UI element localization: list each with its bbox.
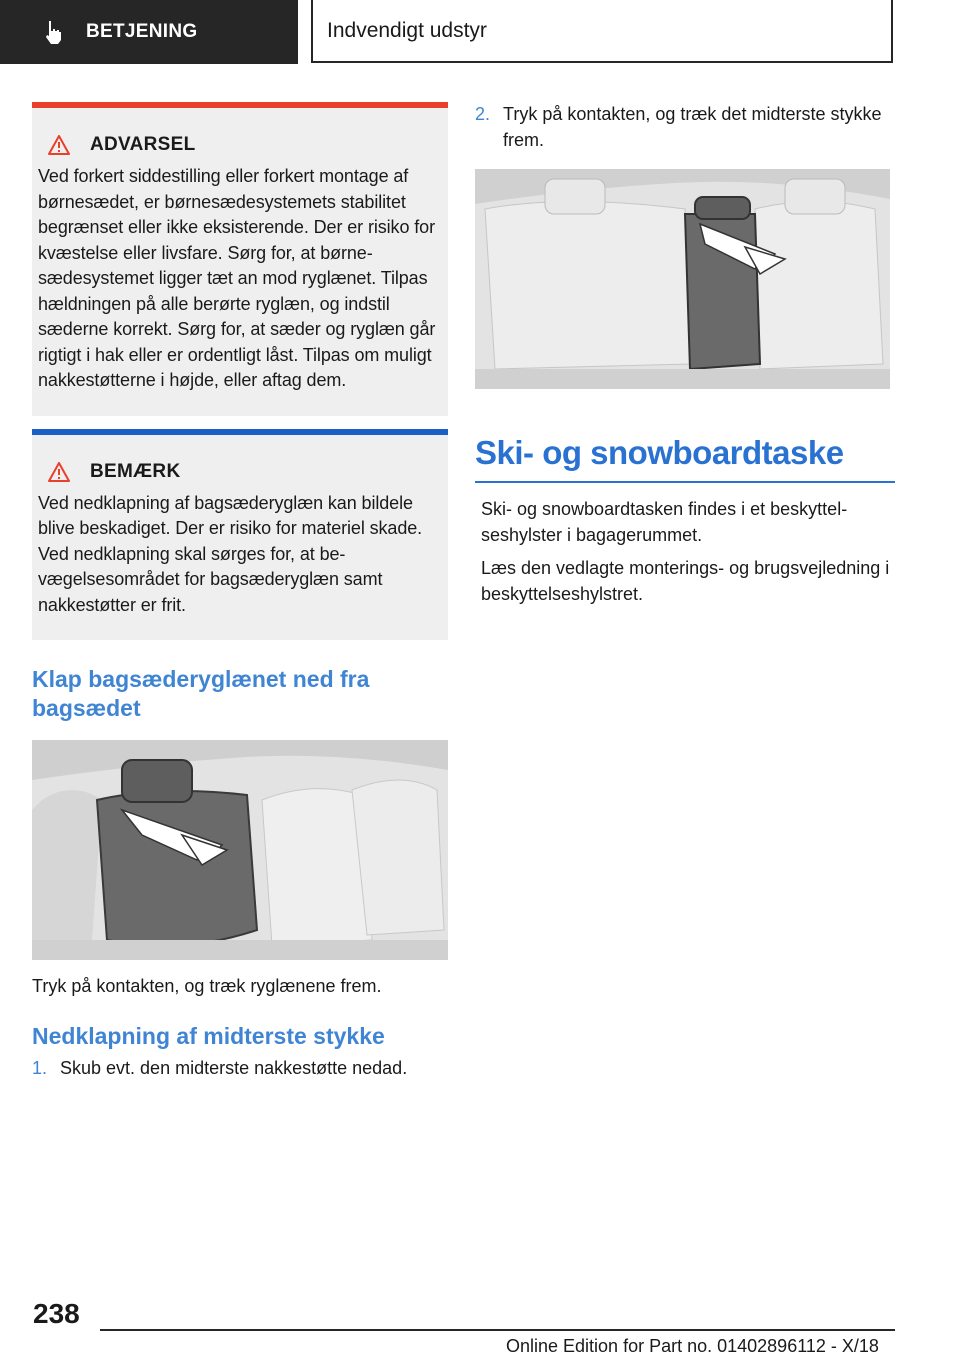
right-column bbox=[475, 102, 895, 607]
warning-triangle-icon bbox=[48, 462, 70, 482]
middle-section-image bbox=[475, 169, 890, 389]
warning-title: ADVARSEL bbox=[90, 134, 196, 155]
warning-text: Ved forkert siddestilling eller forkert montage af børnesædet, er børnesædesystemets stabilitet begrænset eller ikke eksisterende. Der er risiko for kvæstelse eller livsfare. Sørg for, at børnesædesystemet ligger tæt an mod ryglænet. Tilpas hældningen på alle berørte ryglæn, og indstil sæderne korrekt. Sørg for, at sæder og ryglæn går rigtigt i hak eller er ordentligt låst. Tilpas om muligt nakkestøtterne i højde, eller aftag dem. bbox=[38, 166, 436, 390]
section-title: Indvendigt udstyr bbox=[311, 0, 893, 63]
note-title: BEMÆRK bbox=[90, 460, 181, 482]
fold-caption: Tryk på kontakten, og træk ryglænene frem. bbox=[32, 976, 382, 996]
step-number: 1. bbox=[32, 1057, 48, 1078]
note-box bbox=[32, 429, 448, 641]
footer-rule bbox=[100, 1329, 895, 1331]
warning-triangle-icon bbox=[48, 135, 70, 155]
step-text: Tryk på kontakten, og træk det midterste stykke frem. bbox=[503, 104, 882, 150]
step-text: Skub evt. den midterste nakkestøtte nedad. bbox=[60, 1057, 408, 1078]
edition-text: Online Edition for Part no. 01402896112 - X/18 bbox=[506, 1336, 879, 1356]
step-item bbox=[475, 102, 895, 153]
rear-seat-fold-image bbox=[32, 740, 448, 960]
fold-heading: Klap bagsæderyglænet ned fra bagsædet bbox=[32, 666, 370, 721]
note-text: Ved nedklapning af bagsæderyglæn kan bildele blive beskadiget. Der er risiko for materiel skade. Ved nedklapning skal sørges for, at bevægelsesområdet for bagsæderyglæn samt nakkestøtter er frit. bbox=[38, 492, 423, 615]
chapter-tab bbox=[0, 0, 298, 64]
page-number: 238 bbox=[33, 1298, 80, 1329]
ski-bag-paragraph: Læs den vedlagte monterings- og brugsvejledning i beskyttelseshylstret. bbox=[481, 558, 890, 604]
ski-bag-paragraph: Ski- og snowboardtasken findes i et beskyttelseshylster i bagagerummet. bbox=[481, 499, 848, 545]
step-item bbox=[32, 1056, 448, 1082]
middle-heading: Nedklapning af midterste stykke bbox=[32, 1022, 385, 1049]
hand-pointer-icon bbox=[40, 18, 68, 46]
ski-bag-heading: Ski- og snowboardtaske bbox=[475, 433, 895, 483]
left-column bbox=[32, 102, 448, 1081]
warning-box bbox=[32, 102, 448, 416]
chapter-label: BETJENING bbox=[86, 21, 198, 42]
step-number: 2. bbox=[475, 104, 491, 124]
